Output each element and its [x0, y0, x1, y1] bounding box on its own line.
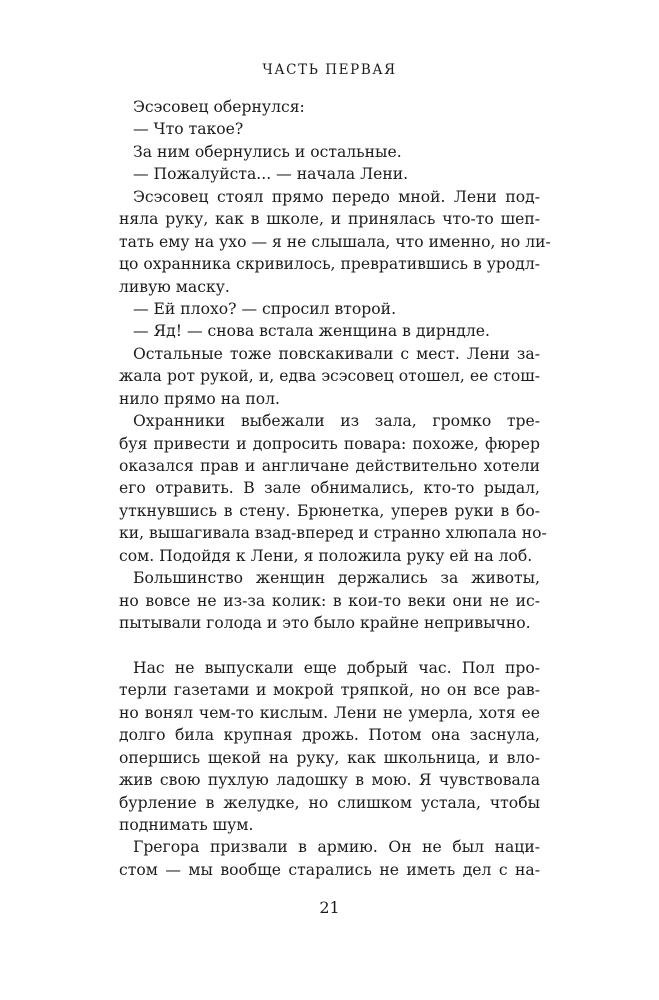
text-line: буя привести и допросить повара: похоже, фюрер	[119, 434, 540, 453]
text-line: но вонял чем-то кислым. Лени не умерла, хотя ее	[119, 703, 540, 722]
running-head: ЧАСТЬ ПЕРВАЯ	[262, 62, 397, 78]
text-line: поднимать шум.	[119, 816, 254, 834]
text-line: оказался прав и англичане действительно хотели	[119, 457, 540, 475]
text-line: сом. Подойдя к Лени, я положила руку ей на лоб.	[119, 546, 533, 565]
text-line: опершись щекой на руку, как школьница, и вло-	[119, 748, 540, 767]
section-break	[119, 635, 540, 657]
text-line: цо охранника скривилось, превратившись в уродл-	[119, 255, 541, 274]
text-line: нило прямо на пол.	[119, 389, 281, 408]
text-line: ки, вышагивала взад-вперед и странно хлюпала но-	[119, 524, 547, 543]
text-line: За ним обернулись и остальные.	[133, 142, 402, 161]
text-line: тать ему на ухо — я не слышала, что именно, но ли-	[119, 232, 551, 251]
text-line: Нас не выпускали еще добрый час. Пол про-	[133, 658, 540, 677]
text-line: Остальные тоже повскакивали с мест. Лени за-	[133, 344, 540, 363]
text-line: но вовсе не из-за колик: в кои-то веки они не ис-	[119, 591, 540, 610]
page-number: 21	[319, 898, 340, 917]
text-line: Эсэсовец обернулся:	[133, 98, 305, 116]
text-line: бурление в желудке, но слишком устала, чтобы	[119, 793, 540, 812]
text-line: его отравить. В зале обнимались, кто-то рыдал,	[119, 479, 540, 498]
text-line: Грегора призвали в армию. Он не был наци-	[133, 838, 540, 857]
text-line: — Ей плохо? — спросил второй.	[133, 299, 397, 318]
text-line: пытывали голода и это было крайне непривычно.	[119, 614, 531, 633]
text-line: Охранники выбежали из зала, громко тре-	[133, 412, 540, 431]
text-line: няла руку, как в школе, и принялась что-то шеп-	[119, 210, 540, 229]
text-line: терли газетами и мокрой тряпкой, но он все рав-	[119, 681, 540, 700]
text-line: жив свою пухлую ладошку в мою. Я чувствовала	[119, 771, 540, 790]
text-line: уткнувшись в стену. Брюнетка, уперев руки в бо-	[119, 501, 540, 520]
text-line: — Что такое?	[133, 120, 244, 139]
text-line: жала рот рукой, и, едва эсэсовец отошел, ее стош-	[119, 367, 540, 386]
text-line: — Пожалуйста... — начала Лени.	[133, 165, 409, 184]
text-line: — Яд! — снова встала женщина в дирндле.	[133, 322, 490, 341]
text-line: Эсэсовец стоял прямо передо мной. Лени под-	[133, 187, 540, 206]
text-line: стом — мы вообще старались не иметь дел с на-	[119, 860, 540, 879]
text-line: Большинство женщин держались за животы,	[133, 569, 540, 588]
text-line: ливую маску.	[119, 277, 230, 296]
body-text	[119, 96, 551, 881]
text-line: долго била крупная дрожь. Потом она заснула,	[119, 726, 540, 745]
